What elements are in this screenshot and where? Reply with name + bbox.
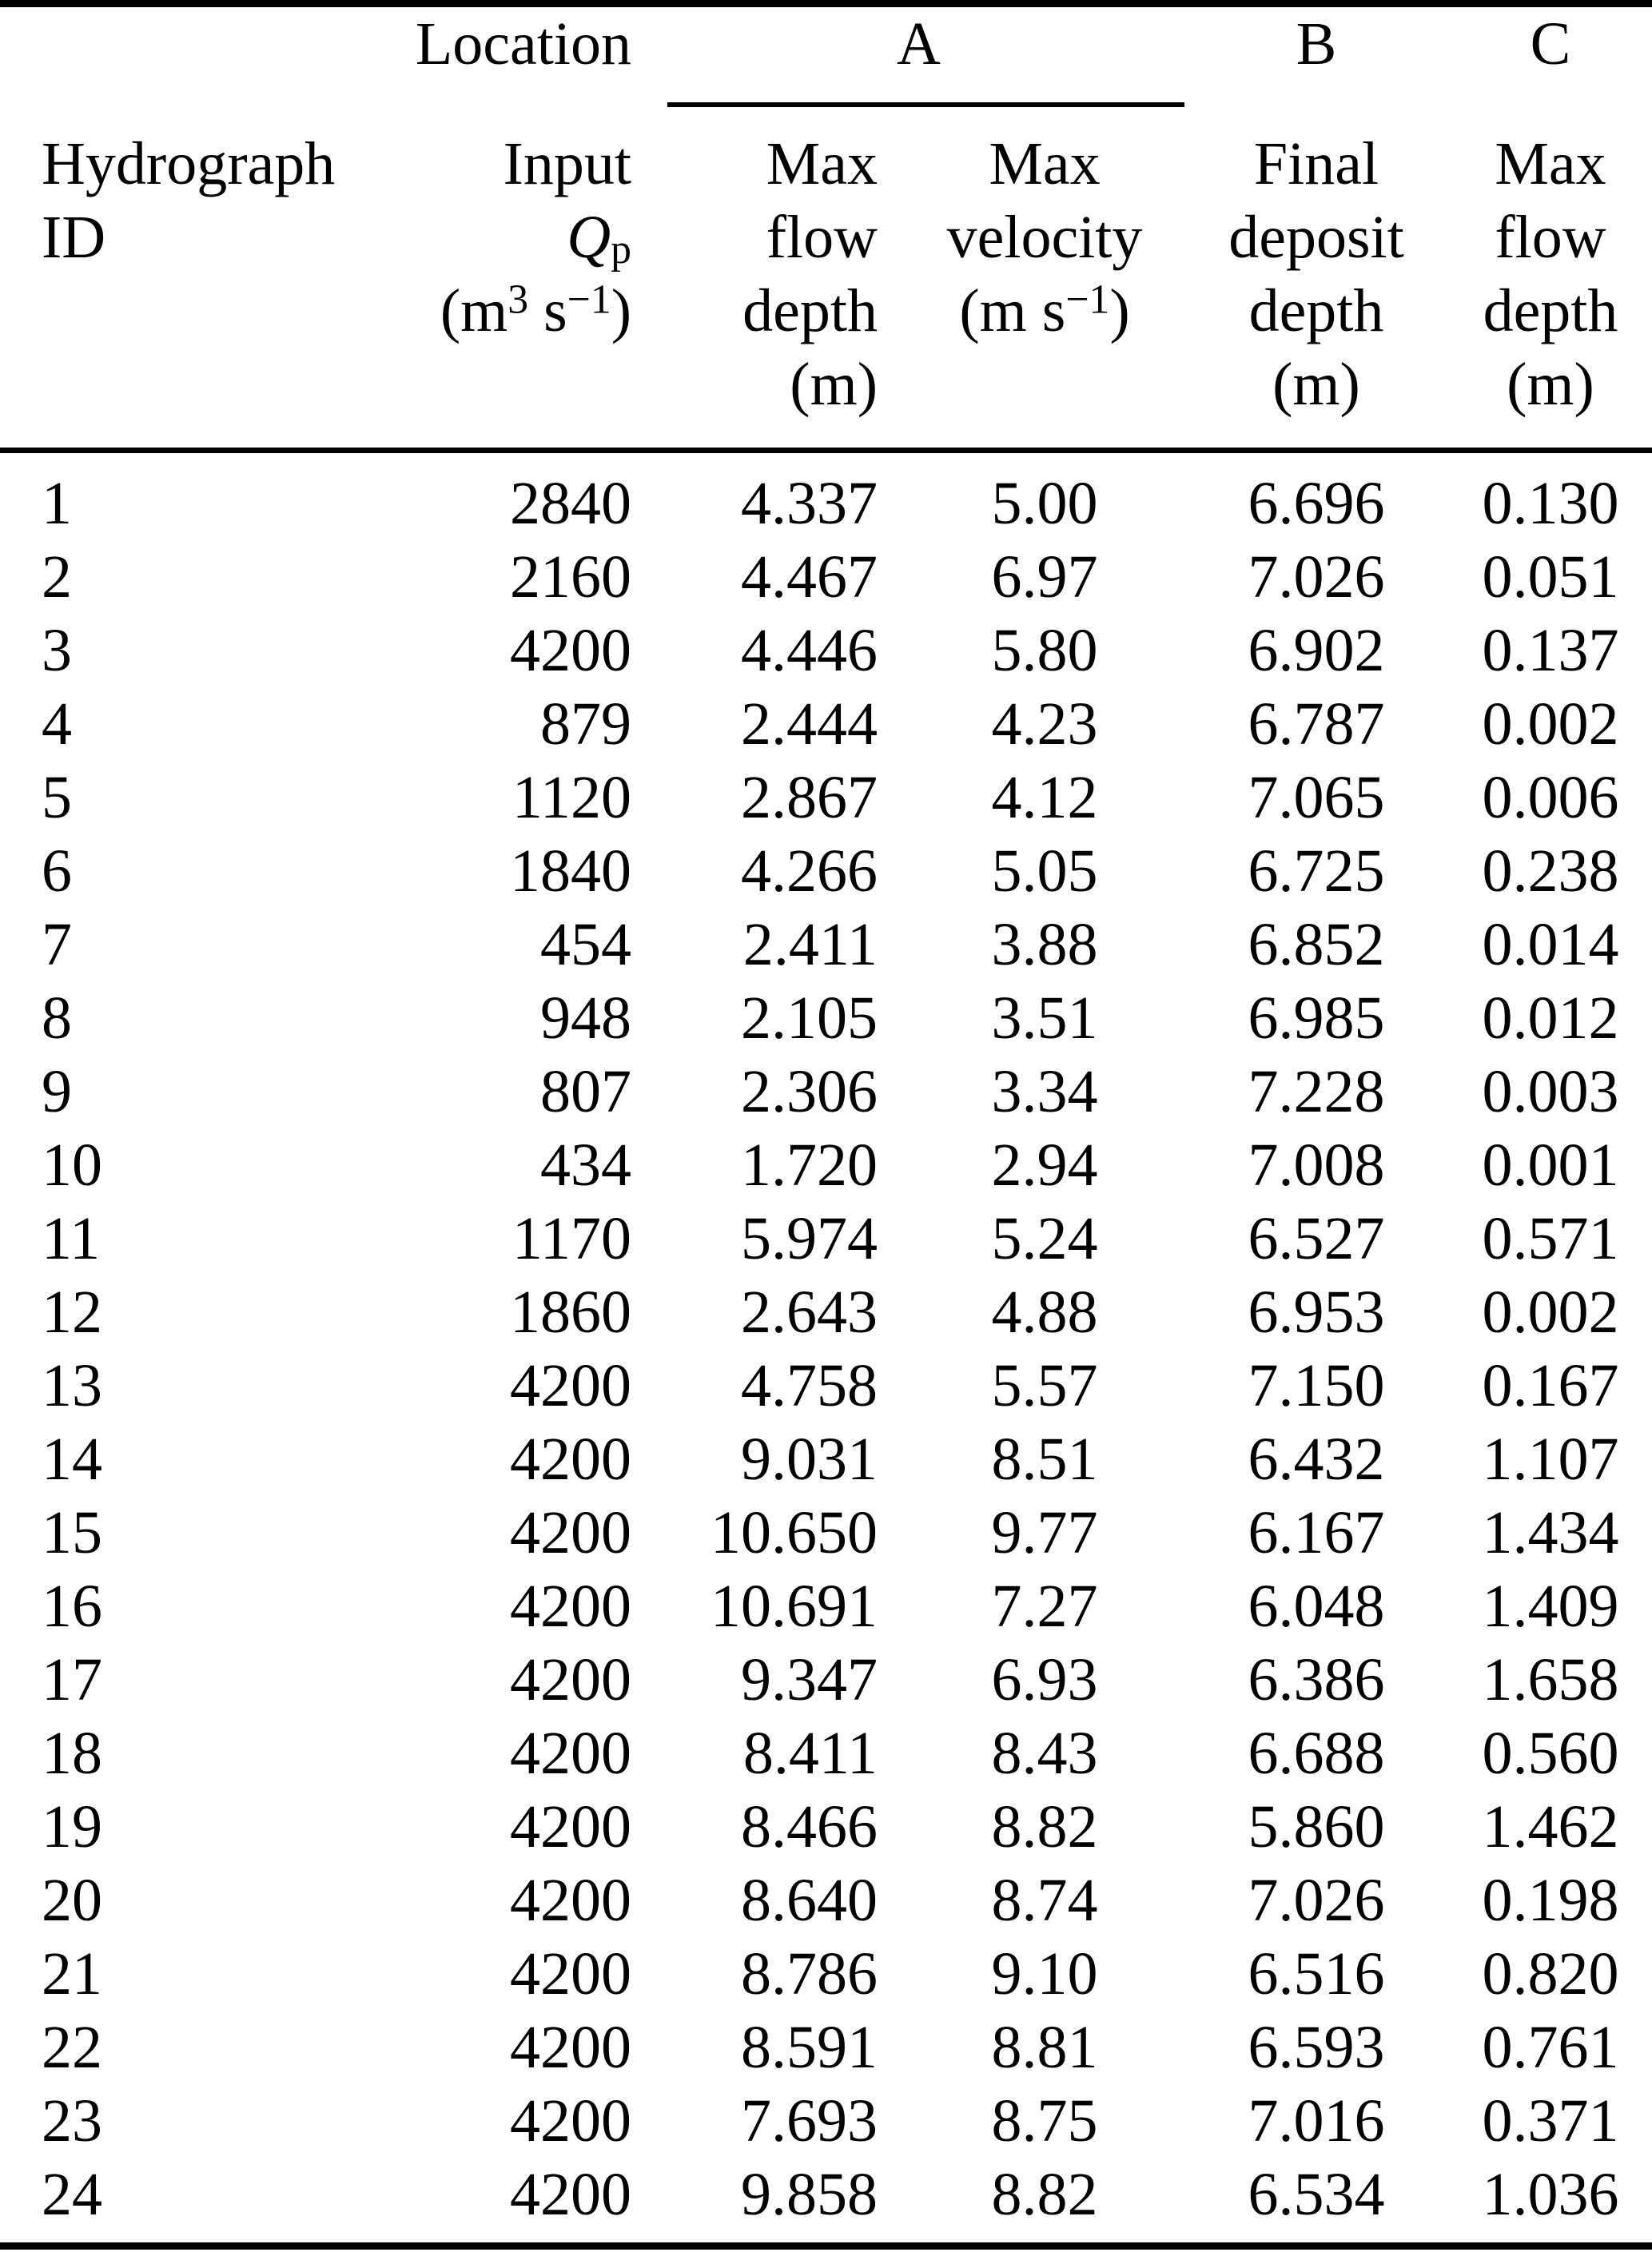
cell-max-velocity-a: 5.24	[991, 1205, 1098, 1272]
cell-max-velocity-a: 5.05	[991, 838, 1098, 905]
cell-id: 5	[42, 764, 72, 831]
cell-final-deposit-depth-b: 6.167	[1248, 1499, 1385, 1566]
cell-final-deposit-depth-b: 6.386	[1248, 1646, 1385, 1713]
cell-final-deposit-depth-b: 7.150	[1248, 1352, 1385, 1419]
cell-max-flow-depth-a: 2.105	[741, 985, 878, 1052]
cell-final-deposit-depth-b: 6.902	[1248, 617, 1385, 684]
cell-final-deposit-depth-b: 6.852	[1248, 911, 1385, 978]
header-line: Max	[989, 130, 1101, 197]
cell-final-deposit-depth-b: 6.432	[1248, 1426, 1385, 1493]
table-row	[0, 981, 1652, 1055]
cell-id: 3	[42, 617, 72, 684]
unit-text: s	[528, 277, 567, 344]
cell-max-velocity-a: 5.80	[991, 617, 1098, 684]
cell-max-velocity-a: 3.88	[991, 911, 1098, 978]
cell-max-flow-depth-c: 1.036	[1482, 2161, 1619, 2228]
cell-final-deposit-depth-b: 6.527	[1248, 1205, 1385, 1272]
cell-id: 20	[42, 1867, 102, 1934]
cell-max-flow-depth-a: 9.031	[741, 1426, 878, 1493]
cell-final-deposit-depth-b: 6.593	[1248, 2014, 1385, 2081]
header-line: Input	[503, 130, 631, 197]
cell-max-flow-depth-c: 0.761	[1482, 2014, 1619, 2081]
table-row	[0, 1422, 1652, 1496]
header-line: flow	[766, 204, 878, 271]
group-header-location: Location	[415, 10, 631, 78]
table-row	[0, 1717, 1652, 1790]
cell-input-qp: 4200	[510, 2161, 631, 2228]
cell-max-flow-depth-c: 0.198	[1482, 1867, 1619, 1934]
cell-max-flow-depth-c: 1.434	[1482, 1499, 1619, 1566]
cell-max-flow-depth-a: 8.640	[741, 1867, 878, 1934]
cell-final-deposit-depth-b: 6.048	[1248, 1573, 1385, 1640]
unit-text: )	[1109, 277, 1130, 344]
cell-id: 11	[42, 1205, 101, 1272]
cell-max-flow-depth-a: 10.691	[711, 1573, 878, 1640]
cell-input-qp: 1120	[512, 764, 631, 831]
cell-max-flow-depth-a: 7.693	[741, 2087, 878, 2155]
table-row	[0, 2084, 1652, 2158]
group-header-b: B	[1296, 10, 1337, 78]
header-line: depth	[1483, 277, 1618, 344]
header-line-qp	[328, 201, 631, 274]
cell-max-velocity-a: 6.97	[991, 543, 1098, 611]
cell-input-qp: 4200	[510, 1426, 631, 1493]
header-line: Max	[766, 130, 878, 197]
cell-max-flow-depth-a: 4.467	[741, 543, 878, 611]
cell-max-velocity-a: 4.12	[991, 764, 1098, 831]
cell-id: 4	[42, 690, 72, 758]
cell-input-qp: 1170	[512, 1205, 631, 1272]
cell-id: 7	[42, 911, 72, 978]
cell-id: 23	[42, 2087, 102, 2155]
cell-max-flow-depth-a: 4.337	[741, 470, 878, 537]
cell-id: 18	[42, 1720, 102, 1787]
cell-max-flow-depth-c: 1.409	[1482, 1573, 1619, 1640]
cell-max-flow-depth-c: 0.012	[1482, 985, 1619, 1052]
cell-id: 14	[42, 1426, 102, 1493]
unit-superscript: 3	[508, 277, 529, 323]
cell-max-flow-depth-c: 0.001	[1482, 1132, 1619, 1199]
cell-max-flow-depth-a: 1.720	[741, 1132, 878, 1199]
cell-max-velocity-a: 3.51	[991, 985, 1098, 1052]
qp-symbol: Q	[567, 204, 611, 271]
cell-max-velocity-a: 8.43	[991, 1720, 1098, 1787]
header-line: velocity	[946, 204, 1143, 271]
table-row	[0, 908, 1652, 981]
cell-max-flow-depth-a: 2.643	[741, 1279, 878, 1346]
cell-final-deposit-depth-b: 6.688	[1248, 1720, 1385, 1787]
header-line: (m)	[1507, 351, 1594, 418]
table-row	[0, 614, 1652, 687]
cell-max-flow-depth-a: 8.786	[741, 1940, 878, 2007]
cell-input-qp: 4200	[510, 2087, 631, 2155]
cell-max-velocity-a: 8.82	[991, 1793, 1098, 1860]
table-row	[0, 2011, 1652, 2084]
table-row	[0, 1937, 1652, 2011]
cell-max-flow-depth-a: 2.306	[741, 1058, 878, 1125]
cell-final-deposit-depth-b: 6.534	[1248, 2161, 1385, 2228]
cell-input-qp: 4200	[510, 1867, 631, 1934]
cell-max-flow-depth-c: 0.167	[1482, 1352, 1619, 1419]
header-line: (m)	[1272, 351, 1360, 418]
cell-max-velocity-a: 2.94	[991, 1132, 1098, 1199]
cell-input-qp: 4200	[510, 617, 631, 684]
table-row	[0, 1128, 1652, 1202]
cell-max-flow-depth-a: 5.974	[741, 1205, 878, 1272]
cell-max-flow-depth-a: 2.867	[741, 764, 878, 831]
unit-superscript: −1	[1065, 277, 1110, 323]
table-row	[0, 467, 1652, 540]
cell-final-deposit-depth-b: 6.953	[1248, 1279, 1385, 1346]
cell-max-velocity-a: 5.57	[991, 1352, 1098, 1419]
group-header-row	[0, 7, 1652, 81]
column-header-max-flow-depth-a	[631, 127, 883, 421]
cell-id: 13	[42, 1352, 102, 1419]
cell-max-velocity-a: 4.23	[991, 690, 1098, 758]
column-header-input-qp	[328, 127, 631, 421]
cell-input-qp: 948	[540, 985, 631, 1052]
cell-id: 2	[42, 543, 72, 611]
header-line: Hydrograph	[42, 130, 336, 197]
cell-input-qp: 1860	[510, 1279, 631, 1346]
cell-max-flow-depth-a: 9.347	[741, 1646, 878, 1713]
cell-final-deposit-depth-b: 6.985	[1248, 985, 1385, 1052]
cell-input-qp: 807	[540, 1058, 631, 1125]
top-rule	[0, 0, 1652, 7]
group-header-c: C	[1530, 10, 1571, 78]
cell-input-qp: 4200	[510, 1940, 631, 2007]
cell-final-deposit-depth-b: 7.228	[1248, 1058, 1385, 1125]
header-rule	[0, 448, 1652, 453]
cell-max-velocity-a: 9.10	[991, 1940, 1098, 2007]
cell-id: 10	[42, 1132, 102, 1199]
cell-input-qp: 434	[540, 1132, 631, 1199]
cell-input-qp: 2160	[510, 543, 631, 611]
cell-max-flow-depth-a: 8.591	[741, 2014, 878, 2081]
cell-id: 9	[42, 1058, 72, 1125]
cell-id: 8	[42, 985, 72, 1052]
cell-max-flow-depth-c: 0.130	[1482, 470, 1619, 537]
group-header-a: A	[897, 10, 941, 78]
cell-input-qp: 879	[540, 690, 631, 758]
group-header-spacer	[0, 7, 328, 81]
cell-final-deposit-depth-b: 7.026	[1248, 1867, 1385, 1934]
header-line: deposit	[1228, 204, 1404, 271]
cell-max-flow-depth-c: 0.371	[1482, 2087, 1619, 2155]
table-row	[0, 1202, 1652, 1275]
cell-final-deposit-depth-b: 7.065	[1248, 764, 1385, 831]
header-line: ID	[42, 204, 106, 271]
cell-max-flow-depth-c: 1.107	[1482, 1426, 1619, 1493]
cell-max-velocity-a: 7.27	[991, 1573, 1098, 1640]
cell-max-flow-depth-a: 2.411	[742, 911, 878, 978]
cell-input-qp: 4200	[510, 2014, 631, 2081]
column-header-max-velocity-a	[883, 127, 1206, 421]
table-row	[0, 1790, 1652, 1864]
table-row	[0, 1055, 1652, 1128]
cell-id: 16	[42, 1573, 102, 1640]
cell-final-deposit-depth-b: 7.026	[1248, 543, 1385, 611]
cell-id: 17	[42, 1646, 102, 1713]
cell-max-flow-depth-c: 0.002	[1482, 1279, 1619, 1346]
table-row	[0, 761, 1652, 834]
column-header-max-flow-depth-c	[1427, 127, 1652, 421]
header-line: depth	[742, 277, 878, 344]
cell-final-deposit-depth-b: 6.787	[1248, 690, 1385, 758]
cell-max-flow-depth-a: 4.446	[741, 617, 878, 684]
unit-text: )	[611, 277, 631, 344]
cell-input-qp: 4200	[510, 1793, 631, 1860]
cell-max-velocity-a: 8.51	[991, 1426, 1098, 1493]
cell-input-qp: 4200	[510, 1646, 631, 1713]
table-row	[0, 540, 1652, 614]
column-header-hydrograph-id	[0, 127, 336, 421]
cell-final-deposit-depth-b: 7.008	[1248, 1132, 1385, 1199]
cell-max-velocity-a: 8.74	[991, 1867, 1098, 1934]
cell-id: 21	[42, 1940, 102, 2007]
cell-max-flow-depth-c: 1.462	[1482, 1793, 1619, 1860]
cell-input-qp: 4200	[510, 1720, 631, 1787]
qp-subscript: p	[611, 227, 631, 273]
header-line-qp-units	[328, 274, 631, 348]
cell-max-flow-depth-c: 1.658	[1482, 1646, 1619, 1713]
table-row	[0, 1864, 1652, 1937]
cell-max-flow-depth-a: 4.266	[741, 838, 878, 905]
cell-max-flow-depth-c: 0.571	[1482, 1205, 1619, 1272]
cell-id: 22	[42, 2014, 102, 2081]
cell-max-flow-depth-a: 9.858	[741, 2161, 878, 2228]
table-row	[0, 1570, 1652, 1643]
cell-max-flow-depth-a: 8.466	[741, 1793, 878, 1860]
cell-max-flow-depth-c: 0.560	[1482, 1720, 1619, 1787]
cell-max-flow-depth-c: 0.014	[1482, 911, 1619, 978]
cell-input-qp: 1840	[510, 838, 631, 905]
cell-max-velocity-a: 8.75	[991, 2087, 1098, 2155]
cell-input-qp: 4200	[510, 1499, 631, 1566]
cell-input-qp: 2840	[510, 470, 631, 537]
table-row	[0, 1496, 1652, 1570]
cell-max-flow-depth-c: 0.238	[1482, 838, 1619, 905]
column-header-final-deposit-depth-b	[1206, 127, 1427, 421]
cell-final-deposit-depth-b: 6.696	[1248, 470, 1385, 537]
header-line: flow	[1495, 204, 1606, 271]
unit-text: (m s	[959, 277, 1066, 344]
cell-max-flow-depth-c: 0.006	[1482, 764, 1619, 831]
cell-final-deposit-depth-b: 7.016	[1248, 2087, 1385, 2155]
cell-max-flow-depth-a: 2.444	[741, 690, 878, 758]
cell-max-flow-depth-c: 0.137	[1482, 617, 1619, 684]
cell-input-qp: 4200	[510, 1352, 631, 1419]
cell-max-flow-depth-a: 4.758	[741, 1352, 878, 1419]
cell-id: 6	[42, 838, 72, 905]
cell-id: 15	[42, 1499, 102, 1566]
bottom-rule	[0, 2242, 1652, 2250]
table-row	[0, 1349, 1652, 1422]
cell-max-velocity-a: 4.88	[991, 1279, 1098, 1346]
cell-max-flow-depth-c: 0.051	[1482, 543, 1619, 611]
cell-final-deposit-depth-b: 6.516	[1248, 1940, 1385, 2007]
unit-text: (m	[440, 277, 508, 344]
header-line: Final	[1253, 130, 1379, 197]
table-body	[0, 467, 1652, 2231]
cell-max-flow-depth-c: 0.003	[1482, 1058, 1619, 1125]
cell-id: 24	[42, 2161, 102, 2228]
group-a-underline	[667, 102, 1184, 107]
table-row	[0, 1643, 1652, 1717]
cell-max-flow-depth-c: 0.002	[1482, 690, 1619, 758]
column-header-row	[0, 127, 1652, 421]
cell-input-qp: 454	[540, 911, 631, 978]
cell-id: 12	[42, 1279, 102, 1346]
table-row	[0, 1275, 1652, 1349]
cell-input-qp: 4200	[510, 1573, 631, 1640]
table-row	[0, 687, 1652, 761]
cell-max-velocity-a: 6.93	[991, 1646, 1098, 1713]
cell-max-velocity-a: 3.34	[991, 1058, 1098, 1125]
unit-superscript: −1	[567, 277, 611, 323]
header-line-velocity-units	[883, 274, 1206, 348]
cell-final-deposit-depth-b: 6.725	[1248, 838, 1385, 905]
cell-id: 1	[42, 470, 72, 537]
cell-final-deposit-depth-b: 5.860	[1248, 1793, 1385, 1860]
table-row	[0, 834, 1652, 908]
cell-max-flow-depth-a: 8.411	[742, 1720, 878, 1787]
cell-max-flow-depth-a: 10.650	[711, 1499, 878, 1566]
header-line: (m)	[790, 351, 878, 418]
cell-max-velocity-a: 8.82	[991, 2161, 1098, 2228]
cell-max-flow-depth-c: 0.820	[1482, 1940, 1619, 2007]
cell-max-velocity-a: 5.00	[991, 470, 1098, 537]
cell-max-velocity-a: 8.81	[991, 2014, 1098, 2081]
table-row	[0, 2158, 1652, 2231]
cell-max-velocity-a: 9.77	[991, 1499, 1098, 1566]
header-line: depth	[1248, 277, 1384, 344]
header-line: Max	[1495, 130, 1606, 197]
cell-id: 19	[42, 1793, 102, 1860]
